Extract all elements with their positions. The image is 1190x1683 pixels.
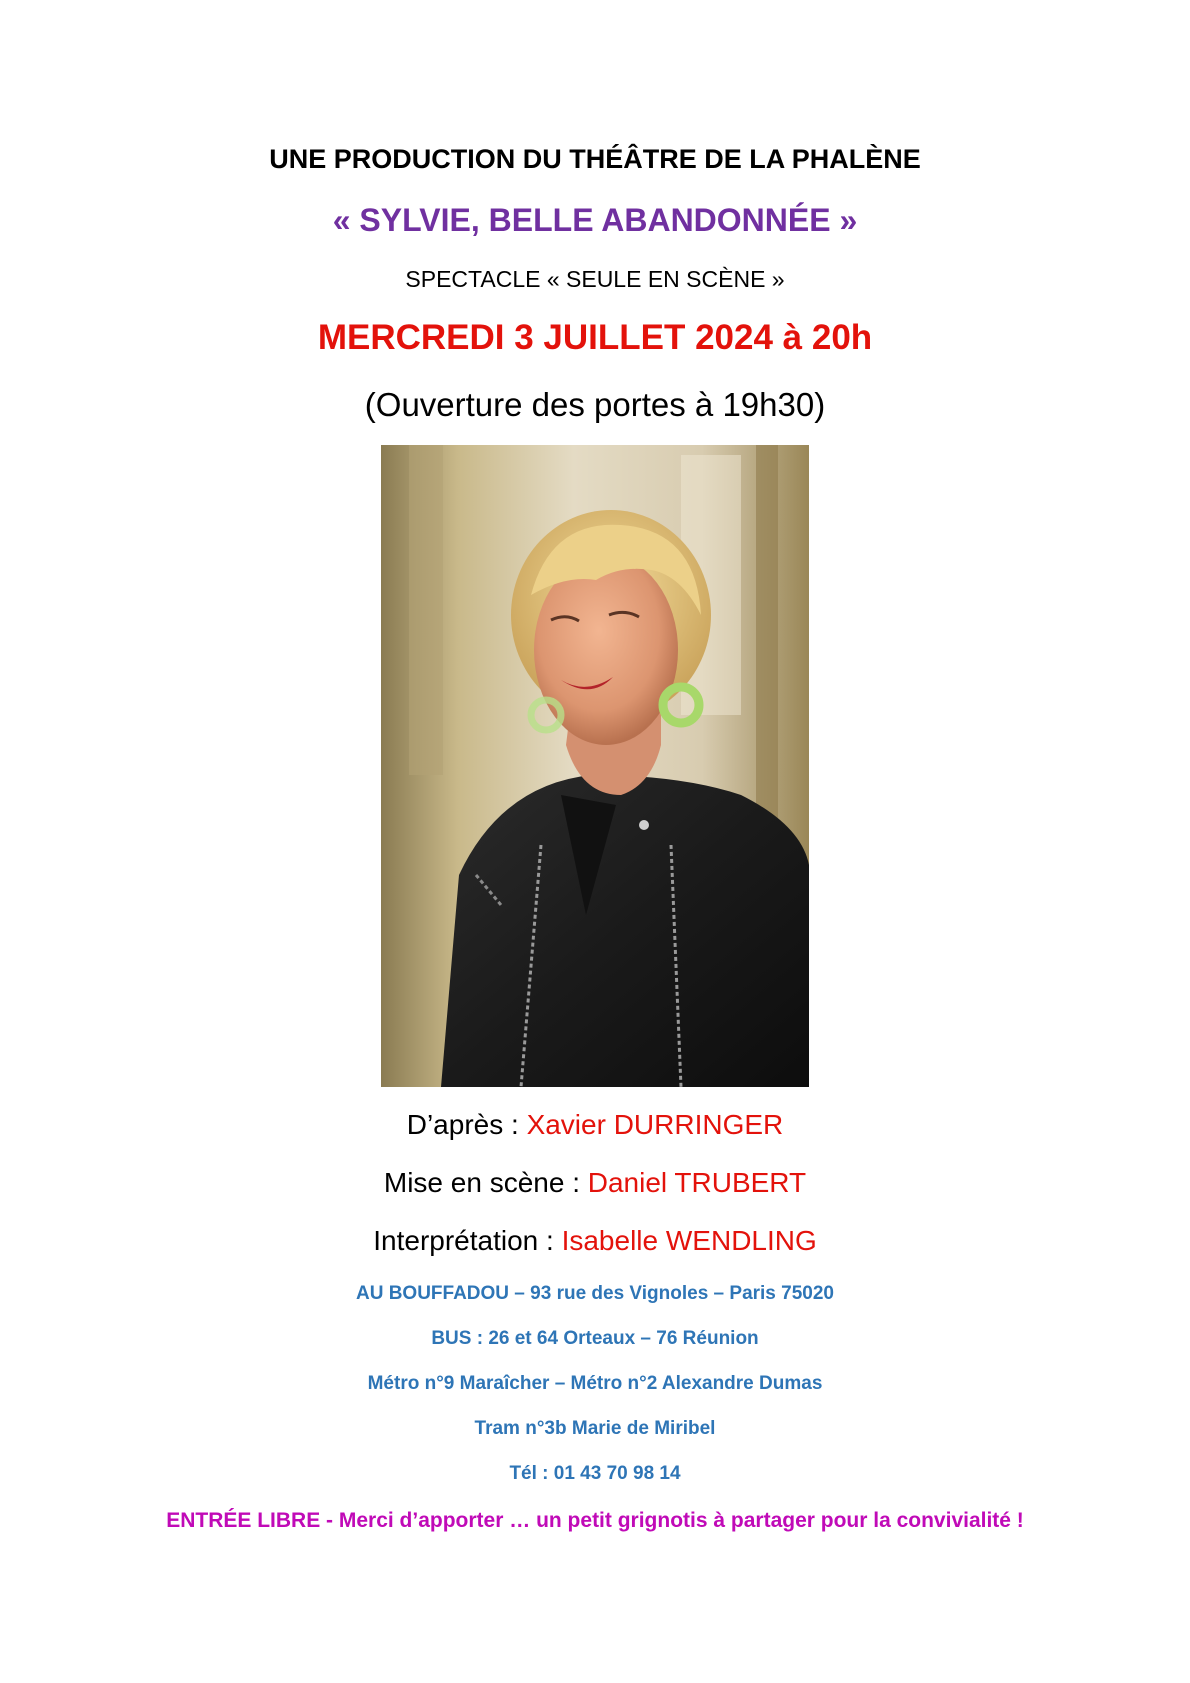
credit-performer (0, 1225, 1190, 1257)
free-entry-note: ENTRÉE LIBRE - Merci d’apporter … un petit grignotis à partager pour la convivialité ! (166, 1509, 1024, 1532)
venue-address: AU BOUFFADOU – 93 rue des Vignoles – Paris 75020 (355, 1283, 834, 1304)
venue-metro: Métro n°9 Maraîcher – Métro n°2 Alexandre Dumas (367, 1373, 823, 1394)
credit-performer-name: Isabelle WENDLING (561, 1225, 817, 1256)
credit-director (0, 1167, 1190, 1199)
show-subtitle: SPECTACLE « SEULE EN SCÈNE » (405, 266, 785, 292)
credit-director-label: Mise en scène : (383, 1167, 588, 1198)
venue-bus: BUS : 26 et 64 Orteaux – 76 Réunion (431, 1328, 759, 1349)
production-line: UNE PRODUCTION DU THÉÂTRE DE LA PHALÈNE (269, 144, 921, 174)
credit-author-label: D’après : (406, 1109, 527, 1140)
doors-opening: (Ouverture des portes à 19h30) (364, 386, 826, 423)
credit-author-name: Xavier DURRINGER (526, 1109, 784, 1140)
venue-phone: Tél : 01 43 70 98 14 (509, 1463, 681, 1484)
credit-director-name: Daniel TRUBERT (587, 1167, 807, 1198)
venue-tram: Tram n°3b Marie de Miribel (474, 1418, 716, 1439)
credit-performer-label: Interprétation : (373, 1225, 562, 1256)
credit-author (0, 1109, 1190, 1141)
show-title: « SYLVIE, BELLE ABANDONNÉE » (332, 202, 858, 238)
performer-photo (381, 445, 809, 1087)
show-date: MERCREDI 3 JUILLET 2024 à 20h (317, 318, 873, 357)
